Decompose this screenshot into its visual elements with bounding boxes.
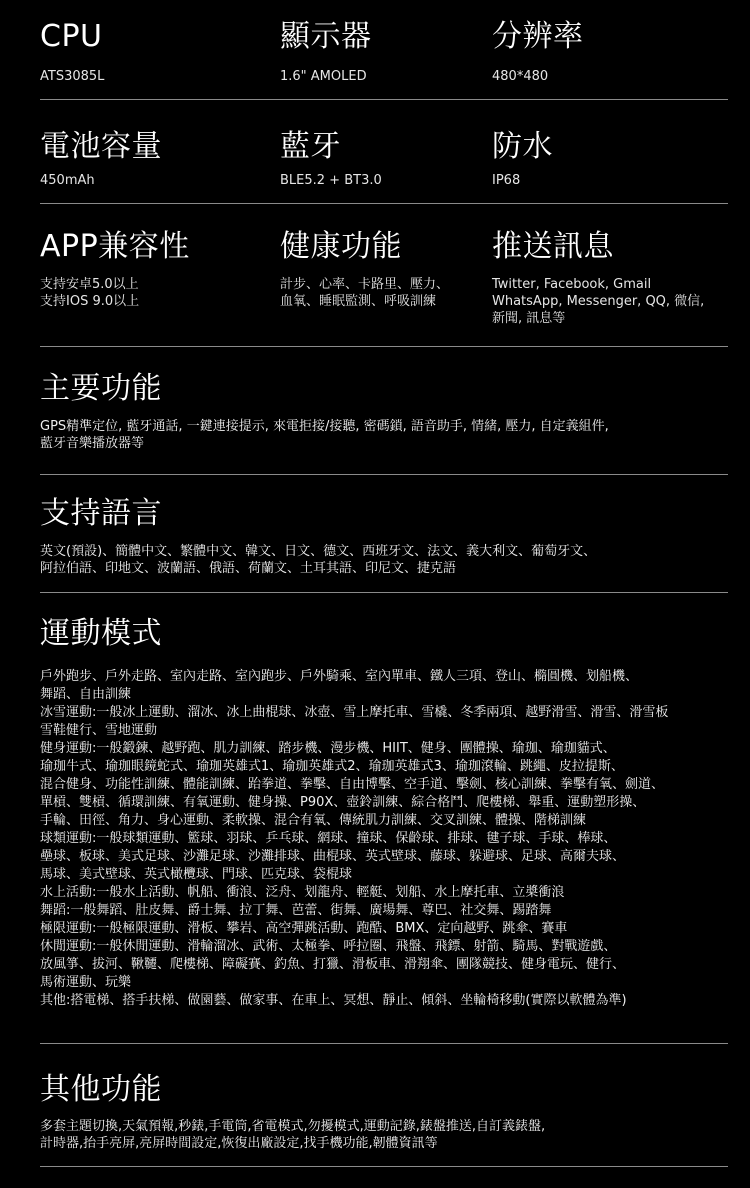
spec-title: 電池容量 (40, 129, 162, 164)
spec-title: CPU (40, 19, 103, 54)
section-line: 馬術運動、玩樂 (40, 975, 132, 990)
section-line: 藍牙音樂播放器等 (40, 436, 145, 451)
spec-row-3 (0, 230, 750, 340)
section-other-features (40, 1073, 740, 1107)
section-line: 多套主題切換,天氣預報,秒錶,手電筒,省電模式,勿擾模式,運動記錄,錶盤推送,自訂義錶盤, (40, 1119, 546, 1134)
spec-row-1 (0, 20, 750, 100)
spec-value: 480*480 (492, 69, 549, 84)
divider (40, 592, 728, 593)
section-line: 馬球、美式壁球、英式橄欖球、門球、匹克球、袋棍球 (40, 867, 353, 882)
spec-value-line: WhatsApp, Messenger, QQ, 微信, (492, 294, 705, 309)
section-sports-modes (40, 617, 740, 651)
spec-value: 1.6" AMOLED (280, 69, 367, 84)
section-line: 其他:搭電梯、搭手扶梯、做園藝、做家事、在車上、冥想、靜止、傾斜、坐輪椅移動(實際以軟體為準) (40, 993, 627, 1008)
divider (40, 99, 728, 100)
section-title: 其他功能 (40, 1072, 162, 1107)
spec-health (280, 229, 450, 309)
spec-value: IP68 (492, 173, 521, 188)
section-main-features (40, 372, 740, 406)
divider (40, 474, 728, 475)
divider (40, 1166, 728, 1167)
section-line: 雪鞋健行、雪地運動 (40, 723, 158, 738)
spec-cpu (40, 19, 105, 84)
section-line: 球類運動:一般球類運動、籃球、羽球、乒乓球、網球、撞球、保齡球、排球、毽子球、手球、棒球、 (40, 831, 617, 846)
spec-value: ATS3085L (40, 69, 105, 84)
divider (40, 346, 728, 347)
divider (40, 1043, 728, 1044)
spec-title: 健康功能 (280, 229, 402, 264)
spec-row-2 (0, 130, 750, 210)
section-languages (40, 497, 740, 531)
section-line: 阿拉伯語、印地文、波蘭語、俄語、荷蘭文、土耳其語、印尼文、捷克語 (40, 561, 457, 576)
section-line: 英文(預設)、簡體中文、繁體中文、韓文、日文、德文、西班牙文、法文、義大利文、葡萄牙文、 (40, 544, 597, 559)
section-line: 單槓、雙槓、循環訓練、有氧運動、健身操、P90X、壺鈴訓練、綜合格鬥、爬樓梯、舉重、運動塑形操、 (40, 795, 646, 810)
section-line: 休閒運動:一般休閒運動、滑輪溜冰、武術、太極拳、呼拉圈、飛盤、飛鏢、射箭、騎馬、對戰遊戲、 (40, 939, 617, 954)
spec-title: 藍牙 (280, 129, 341, 164)
section-line: GPS精準定位, 藍牙通話, 一鍵連接提示, 來電拒接/接聽, 密碼鎖, 語音助手, 情緒, 壓力, 自定義組件, (40, 419, 609, 434)
section-line: 水上活動:一般水上活動、帆船、衝浪、泛舟、划龍舟、輕艇、划船、水上摩托車、立槳衝浪 (40, 885, 565, 900)
spec-display (280, 19, 372, 84)
spec-app-compat (40, 229, 190, 309)
section-title: 運動模式 (40, 616, 162, 651)
spec-value-line: 計步、心率、卡路里、壓力、 (280, 277, 450, 292)
spec-value-line: Twitter, Facebook, Gmail (492, 277, 652, 292)
section-line: 極限運動:一般極限運動、滑板、攀岩、高空彈跳活動、跑酷、BMX、定向越野、跳傘、賽車 (40, 921, 568, 936)
section-line: 瑜珈牛式、瑜珈眼鏡蛇式、瑜珈英雄式1、瑜珈英雄式2、瑜珈英雄式3、瑜珈滾輪、跳繩、皮拉提斯、 (40, 759, 624, 774)
spec-notifications (492, 229, 705, 326)
spec-bluetooth (280, 129, 382, 188)
spec-waterproof (492, 129, 553, 188)
spec-value-line: 支持IOS 9.0以上 (40, 294, 140, 309)
spec-resolution (492, 19, 584, 84)
spec-title: 顯示器 (280, 19, 372, 54)
section-line: 計時器,抬手亮屏,亮屏時間設定,恢復出廠設定,找手機功能,韌體資訊等 (40, 1136, 438, 1151)
section-line: 戶外跑步、戶外走路、室內走路、室內跑步、戶外騎乘、室內單車、鐵人三項、登山、橢圓機、划船機、 (40, 669, 639, 684)
section-line: 混合健身、功能性訓練、體能訓練、跆拳道、拳擊、自由博擊、空手道、擊劍、核心訓練、拳擊有氧、劍道、 (40, 777, 665, 792)
section-line: 壘球、板球、美式足球、沙灘足球、沙灘排球、曲棍球、英式壁球、藤球、躲避球、足球、高爾夫球、 (40, 849, 626, 864)
spec-value-line: 支持安卓5.0以上 (40, 277, 139, 292)
spec-battery (40, 129, 162, 188)
section-line: 手輪、田徑、角力、身心運動、柔軟操、混合有氧、傳統肌力訓練、交叉訓練、體操、階梯訓練 (40, 813, 587, 828)
section-line: 冰雪運動:一般冰上運動、溜冰、冰上曲棍球、冰壺、雪上摩托車、雪橇、冬季兩項、越野滑雪、滑雪、滑雪板 (40, 705, 669, 720)
spec-title: 防水 (492, 129, 553, 164)
spec-value-line: 新聞, 訊息等 (492, 311, 566, 326)
spec-value: BLE5.2 + BT3.0 (280, 173, 382, 188)
spec-title: APP兼容性 (40, 229, 190, 264)
section-line: 放風箏、拔河、鞦韆、爬樓梯、障礙賽、釣魚、打獵、滑板車、滑翔傘、團隊競技、健身電玩、健行、 (40, 957, 626, 972)
section-line: 舞蹈:一般舞蹈、肚皮舞、爵士舞、拉丁舞、芭蕾、街舞、廣場舞、尊巴、社交舞、踢踏舞 (40, 903, 552, 918)
spec-value: 450mAh (40, 173, 95, 188)
spec-value-line: 血氧、睡眠監測、呼吸訓練 (280, 294, 437, 309)
spec-title: 分辨率 (492, 19, 584, 54)
section-line: 健身運動:一般鍛鍊、越野跑、肌力訓練、踏步機、漫步機、HIIT、健身、團體操、瑜珈、瑜珈貓式、 (40, 741, 616, 756)
section-line: 舞蹈、自由訓練 (40, 687, 132, 702)
section-title: 主要功能 (40, 371, 162, 406)
section-title: 支持語言 (40, 496, 162, 531)
divider (40, 203, 728, 204)
spec-title: 推送訊息 (492, 229, 614, 264)
